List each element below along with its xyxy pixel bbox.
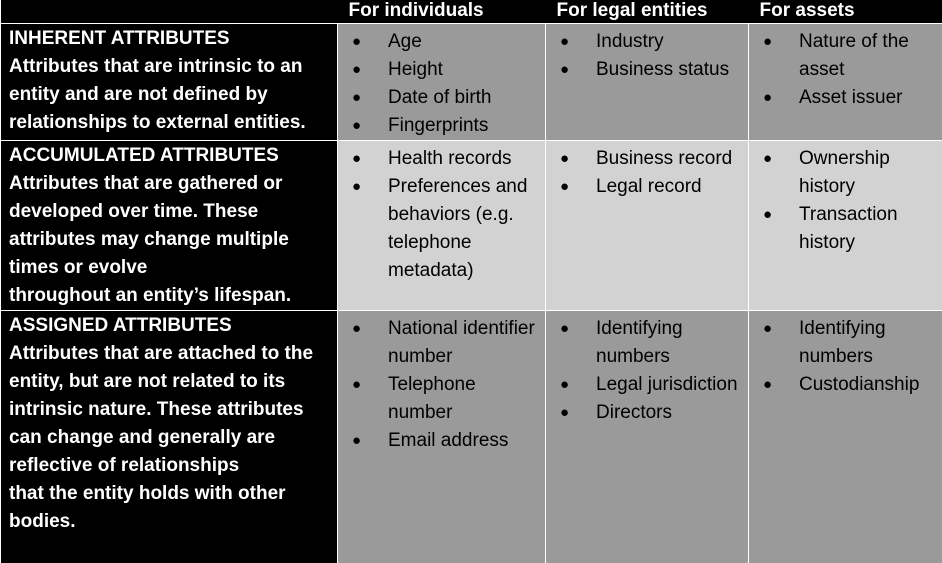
table-row-assigned [1,310,942,563]
row-description: Attributes that are attached to the entity, but are not related to its intrinsic nature. These attributes can change and generally are reflective of relationships that the entity holds with other bodies. [9,342,314,532]
row-header-assigned [1,310,338,563]
list-item-text: Directors [596,401,673,423]
table-body [1,23,942,563]
bullet-dot-icon: ● [352,177,362,195]
bullet-list [757,28,936,112]
bullet-list [554,145,742,201]
list-item [346,84,539,112]
bullet-dot-icon: ● [763,32,773,50]
list-item-text: Nature of the asset [799,30,909,80]
bullet-dot-icon: ● [352,319,362,337]
list-item [757,201,936,257]
list-item [346,173,539,285]
bullet-dot-icon: ● [352,375,362,393]
list-item [757,315,936,371]
row-header-accumulated [1,140,338,310]
bullet-dot-icon: ● [352,149,362,167]
list-item [757,145,936,201]
list-item-text: National identifier number [388,317,535,367]
header-row [1,0,942,23]
bullet-list [554,315,742,427]
list-item-text: Transaction history [799,203,898,253]
list-item-text: Fingerprints [388,114,489,136]
list-item [554,28,742,56]
list-item-text: Health records [388,147,512,169]
list-item [554,315,742,371]
bullet-list [346,145,539,285]
row-description: Attributes that are gathered or developed over time. These attributes may change multiple times or evolve throughout an entity’s lifespan. [9,172,292,306]
bullet-dot-icon: ● [560,177,570,195]
cell-assets [749,23,942,140]
bullet-dot-icon: ● [560,403,570,421]
list-item-text: Ownership history [799,147,890,197]
cell-individuals [338,23,546,140]
table-row-inherent [1,23,942,140]
list-item-text: Email address [388,429,509,451]
bullet-dot-icon: ● [352,60,362,78]
list-item-text: Height [388,58,443,80]
list-item-text: Preferences and behaviors (e.g. telephone metadata) [388,175,528,281]
cell-legal-entities [546,23,749,140]
bullet-dot-icon: ● [352,116,362,134]
bullet-dot-icon: ● [763,319,773,337]
list-item [346,28,539,56]
cell-assets [749,310,942,563]
list-item [554,371,742,399]
bullet-dot-icon: ● [352,32,362,50]
list-item [346,315,539,371]
bullet-dot-icon: ● [763,205,773,223]
bullet-list [346,28,539,140]
list-item [346,112,539,140]
list-item [346,56,539,84]
list-item [554,173,742,201]
list-item-text: Identifying numbers [596,317,683,367]
list-item [554,145,742,173]
table-row-accumulated [1,140,942,310]
list-item [554,56,742,84]
list-item-text: Business status [596,58,730,80]
list-item [346,145,539,173]
bullet-dot-icon: ● [763,149,773,167]
row-description: Attributes that are intrinsic to an entity and are not defined by relationships to external entities. [9,55,306,133]
list-item-text: Custodianship [799,373,920,395]
bullet-dot-icon: ● [560,32,570,50]
bullet-dot-icon: ● [352,431,362,449]
list-item [757,28,936,84]
bullet-dot-icon: ● [560,319,570,337]
header-individuals: For individuals [338,0,546,23]
bullet-dot-icon: ● [560,149,570,167]
list-item-text: Legal record [596,175,702,197]
list-item-text: Business record [596,147,733,169]
list-item-text: Age [388,30,422,52]
list-item-text: Telephone number [388,373,476,423]
row-title: ACCUMULATED ATTRIBUTES [9,144,279,166]
list-item-text: Legal jurisdiction [596,373,738,395]
header-assets: For assets [749,0,942,23]
list-item-text: Date of birth [388,86,492,108]
bullet-list [346,315,539,455]
cell-individuals [338,140,546,310]
bullet-list [757,315,936,399]
list-item [757,84,936,112]
bullet-dot-icon: ● [763,88,773,106]
cell-individuals [338,310,546,563]
list-item [757,371,936,399]
list-item [346,427,539,455]
list-item [554,399,742,427]
header-corner [1,0,338,23]
bullet-list [757,145,936,257]
cell-assets [749,140,942,310]
bullet-list [554,28,742,84]
bullet-dot-icon: ● [763,375,773,393]
list-item [346,371,539,427]
list-item-text: Identifying numbers [799,317,886,367]
row-title: INHERENT ATTRIBUTES [9,27,230,49]
list-item-text: Industry [596,30,664,52]
bullet-dot-icon: ● [352,88,362,106]
row-header-inherent [1,23,338,140]
bullet-dot-icon: ● [560,60,570,78]
row-title: ASSIGNED ATTRIBUTES [9,314,232,336]
cell-legal-entities [546,310,749,563]
bullet-dot-icon: ● [560,375,570,393]
cell-legal-entities [546,140,749,310]
header-legal-entities: For legal entities [546,0,749,23]
list-item-text: Asset issuer [799,86,903,108]
